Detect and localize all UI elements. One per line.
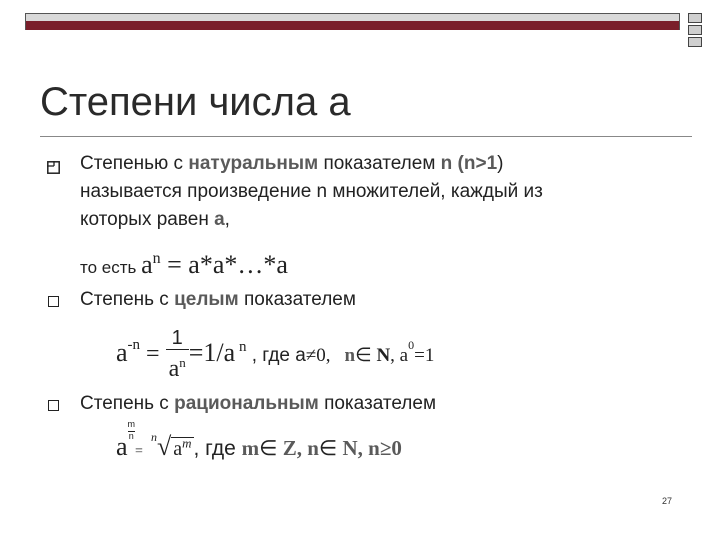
bullet-icon bbox=[48, 400, 59, 411]
bullet-1-line-2: называется произведение n множителей, каждый из bbox=[80, 181, 543, 202]
bullet-2-label: Степень с целым показателем bbox=[80, 289, 356, 310]
header-decoration-bar bbox=[25, 13, 680, 30]
formula-rational-power: a $\frac{m}{n}$ = $^n$√ $a^m$, где m∈ Z, n∈ N, n≥0 bbox=[116, 419, 402, 461]
bullet-1-line-1: Степенью с натуральным показателем n (n>1) bbox=[80, 153, 504, 174]
header-decoration-square bbox=[688, 25, 702, 35]
bullet-icon bbox=[47, 161, 60, 174]
header-decoration-square bbox=[688, 13, 702, 23]
formula-natural-power: то есть $a^n$ = a*a*…*a bbox=[80, 249, 288, 279]
bullet-1-line-3: которых равен а, bbox=[80, 209, 230, 230]
slide-title: Степени числа а bbox=[40, 80, 351, 124]
bullet-3-label: Степень с рациональным показателем bbox=[80, 393, 437, 414]
bullet-icon bbox=[48, 296, 59, 307]
header-decoration-square bbox=[688, 37, 702, 47]
formula-integer-power: $a^{-n}$ = $\frac{1}{a^n}$ =1/a $^n$ , где a≠0, n∈ N, $a^0=1$ bbox=[116, 327, 435, 382]
title-divider bbox=[40, 136, 692, 137]
page-number: 27 bbox=[662, 496, 673, 506]
